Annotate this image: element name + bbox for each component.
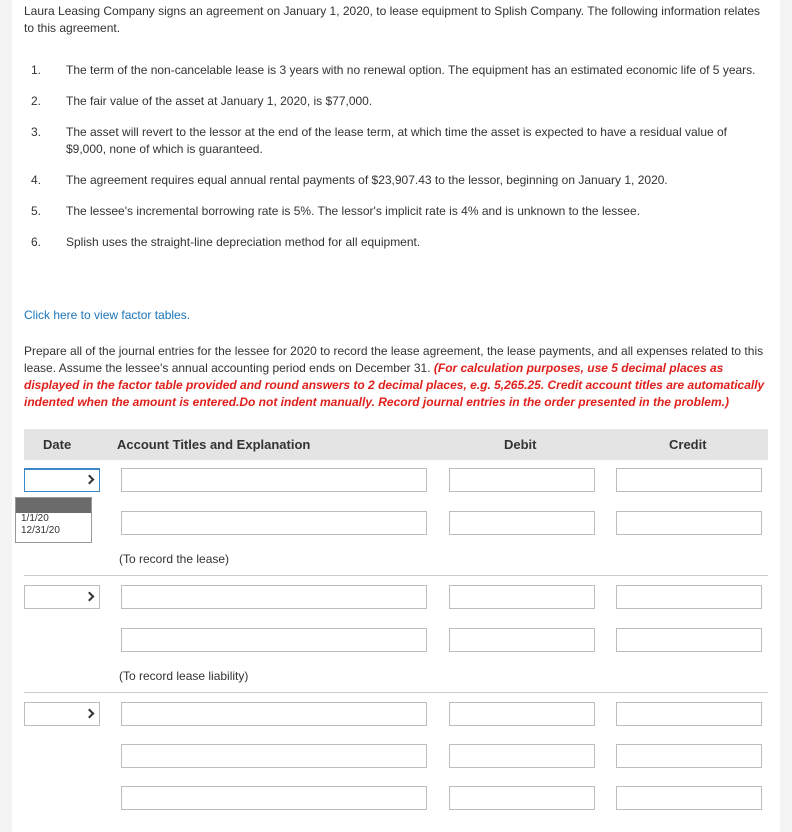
account-input[interactable] [121, 744, 427, 768]
credit-input[interactable] [616, 628, 762, 652]
debit-input[interactable] [449, 702, 595, 726]
account-input[interactable] [121, 468, 427, 492]
list-item: 4. The agreement requires equal annual rental payments of $23,907.43 to the lessor, beginning on January 1, 2020. [31, 173, 668, 187]
date-header: Date [43, 437, 72, 452]
credit-input[interactable] [616, 786, 762, 810]
date-select[interactable] [24, 468, 100, 492]
credit-input[interactable] [616, 744, 762, 768]
debit-input[interactable] [449, 585, 595, 609]
account-header: Account Titles and Explanation [117, 437, 311, 452]
entry-note: (To record lease liability) [119, 669, 249, 683]
chevron-down-icon [85, 709, 95, 719]
list-item: 1. The term of the non-cancelable lease is 3 years with no renewal option. The equipment has an estimated economic life of 5 years. [31, 63, 756, 77]
debit-input[interactable] [449, 468, 595, 492]
dropdown-blank-option[interactable] [16, 498, 91, 513]
account-input[interactable] [121, 511, 427, 535]
chevron-down-icon [85, 475, 95, 485]
list-item: 3. The asset will revert to the lessor at the end of the lease term, at which time the asset is expected to have a residual value of $9,000, none of which is guaranteed. [31, 125, 728, 156]
date-select[interactable] [24, 702, 100, 726]
list-item: 5. The lessee's incremental borrowing rate is 5%. The lessor's implicit rate is 4% and is unknown to the lessee. [31, 204, 640, 218]
facts-list [24, 62, 764, 265]
date-option[interactable]: 1/1/20 [21, 513, 49, 524]
question-panel [12, 0, 780, 832]
problem-intro: Laura Leasing Company signs an agreement on January 1, 2020, to lease equipment to Splish Company. The following information relates to this agreement. [24, 4, 760, 35]
journal-table-header [24, 429, 768, 460]
account-input[interactable] [121, 628, 427, 652]
debit-input[interactable] [449, 628, 595, 652]
date-option[interactable]: 12/31/20 [21, 525, 60, 536]
factor-tables-link[interactable]: Click here to view factor tables. [24, 308, 191, 322]
debit-header: Debit [504, 437, 537, 452]
credit-input[interactable] [616, 702, 762, 726]
debit-input[interactable] [449, 744, 595, 768]
divider [24, 575, 768, 576]
debit-input[interactable] [449, 786, 595, 810]
debit-input[interactable] [449, 511, 595, 535]
account-input[interactable] [121, 702, 427, 726]
list-item: 2. The fair value of the asset at January 1, 2020, is $77,000. [31, 94, 373, 108]
account-input[interactable] [121, 585, 427, 609]
account-input[interactable] [121, 786, 427, 810]
credit-header: Credit [669, 437, 707, 452]
calculation-note: (For calculation purposes, use 5 decimal places as displayed in the factor table provided and round answers to 2 decimal places, e.g. 5,265.25. Credit account titles are automatically indented when the amount is entered.Do not indent manually. Record journal entries in the order presented in the problem.) [24, 361, 765, 409]
credit-input[interactable] [616, 511, 762, 535]
credit-input[interactable] [616, 468, 762, 492]
date-select[interactable] [24, 585, 100, 609]
chevron-down-icon [85, 592, 95, 602]
divider [24, 692, 768, 693]
date-dropdown[interactable] [15, 497, 92, 543]
instructions: Prepare all of the journal entries for the lessee for 2020 to record the lease agreement, the lease payments, and all expenses related to this lease. Assume the lessee's annual accounting period ends on December 31. (For calculation purposes, use 5 decimal places as displayed in the factor table provided and round answers to 2 decimal places, e.g. 5,265.25. Credit account titles are automatically indented when the amount is entered.Do not indent manually. Record journal entries in the order presented in the problem.) [24, 344, 765, 409]
entry-note: (To record the lease) [119, 552, 230, 566]
credit-input[interactable] [616, 585, 762, 609]
list-item: 6. Splish uses the straight-line depreciation method for all equipment. [31, 235, 421, 249]
